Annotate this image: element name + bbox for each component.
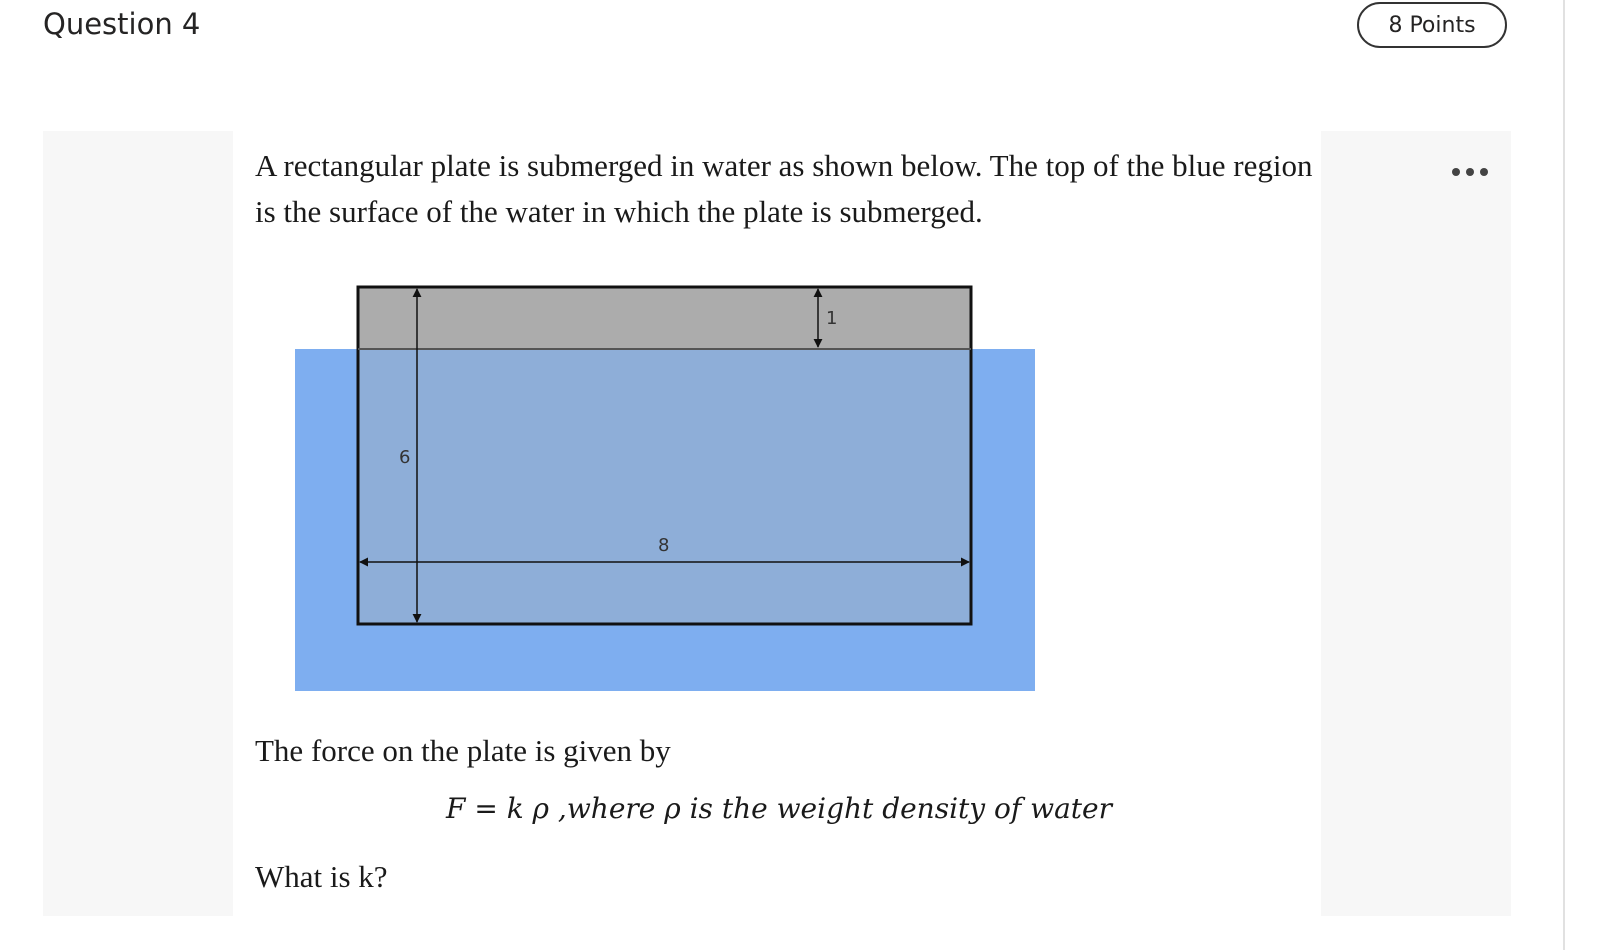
dot bbox=[1452, 168, 1460, 176]
dot bbox=[1466, 168, 1474, 176]
question-title: Question 4 bbox=[43, 7, 201, 41]
submerged-plate-figure bbox=[295, 281, 1035, 691]
force-formula: F = k ρ ,where ρ is the weight density of water bbox=[446, 792, 1112, 825]
question-prompt: What is k? bbox=[255, 859, 388, 894]
question-body bbox=[233, 131, 1321, 916]
plate-above-water bbox=[358, 287, 971, 349]
points-badge: 8 Points bbox=[1357, 2, 1507, 48]
force-description: The force on the plate is given by bbox=[255, 733, 671, 768]
plate-submerged bbox=[358, 349, 971, 624]
height-label: 6 bbox=[399, 447, 411, 468]
above-water-label: 1 bbox=[826, 308, 838, 329]
question-right-margin bbox=[1321, 131, 1511, 916]
question-intro-text: A rectangular plate is submerged in water as shown below. The top of the blue region is the surface of the water in which the plate is submerged. bbox=[255, 148, 1313, 229]
question-left-margin bbox=[43, 131, 233, 916]
width-label: 8 bbox=[658, 535, 670, 556]
more-options-icon[interactable] bbox=[1452, 160, 1488, 184]
scrollbar-divider bbox=[1563, 0, 1565, 950]
plate-diagram bbox=[295, 281, 1035, 691]
dot bbox=[1480, 168, 1488, 176]
